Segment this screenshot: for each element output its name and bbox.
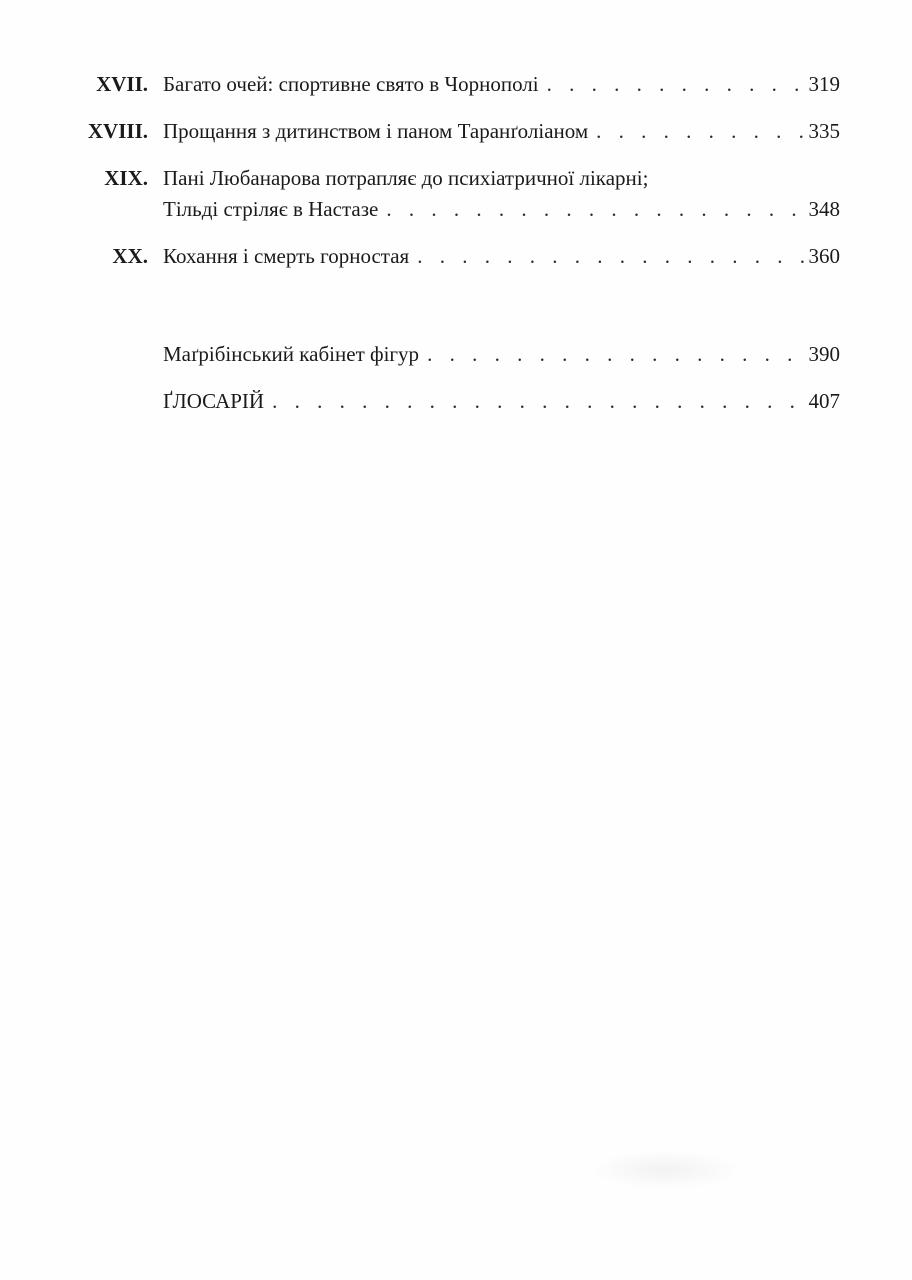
chapter-numeral: XX. xyxy=(112,244,148,268)
page-number: 407 xyxy=(808,389,840,413)
toc-line xyxy=(163,246,840,267)
chapter-title: Кохання і смерть горностая xyxy=(163,244,410,268)
chapter-title-line1: Пані Любанарова потрапляє до психіатричної лікарні; xyxy=(163,166,649,190)
chapter-title: Прощання з дитинством і паном Таранґоліаном xyxy=(163,119,589,143)
page-number: 390 xyxy=(808,342,840,366)
dot-leader xyxy=(386,199,804,220)
dot-leader xyxy=(596,121,804,142)
glossary-title: ҐЛОСАРІЙ xyxy=(163,389,265,413)
chapter-title: Багато очей: спортивне свято в Чорнополі xyxy=(163,72,539,96)
chapter-numeral: XIX. xyxy=(104,166,148,190)
dot-leader xyxy=(417,246,804,267)
dot-leader xyxy=(272,391,804,412)
dot-leader xyxy=(427,344,804,365)
chapter-numeral: XVIII. xyxy=(87,119,148,143)
page-number: 348 xyxy=(808,197,840,221)
toc-line xyxy=(163,344,840,365)
chapter-numeral: XVII. xyxy=(96,72,148,96)
toc-line xyxy=(163,74,840,95)
toc-line xyxy=(163,391,840,412)
paper-smudge xyxy=(590,1150,740,1190)
toc-line xyxy=(163,199,840,220)
chapter-title: Тільді стріляє в Настазе xyxy=(163,197,379,221)
dot-leader xyxy=(547,74,805,95)
page-number: 360 xyxy=(808,244,840,268)
page-number: 335 xyxy=(808,119,840,143)
toc-line xyxy=(163,121,840,142)
page-number: 319 xyxy=(808,72,840,96)
appendix-title: Маґрібінський кабінет фігур xyxy=(163,342,420,366)
